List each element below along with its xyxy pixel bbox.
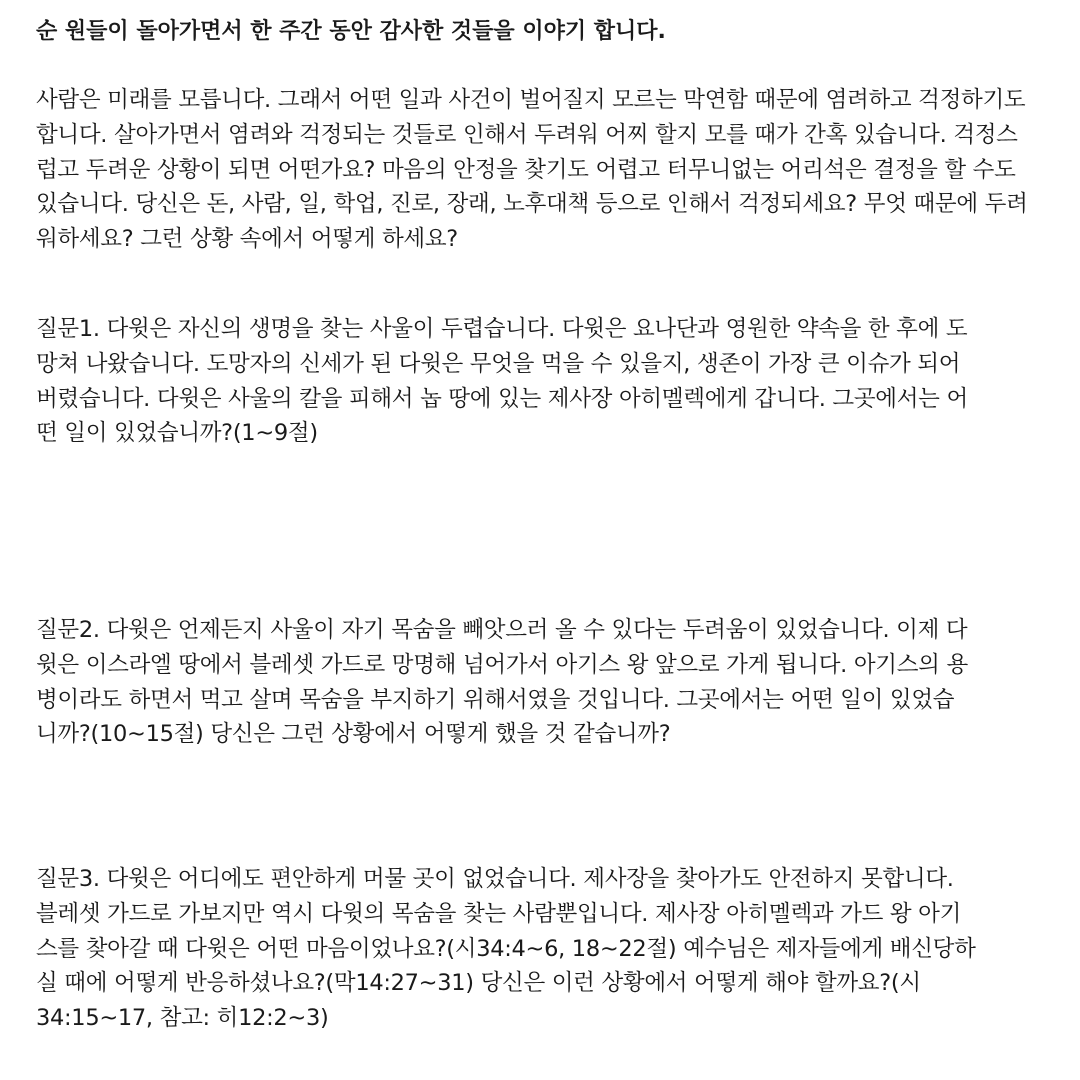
- text-line: 있습니다. 당신은 돈, 사람, 일, 학업, 진로, 장래, 노후대책 등으로 인해서 걱정되세요? 무엇 때문에 두려: [36, 191, 1028, 218]
- text-line: 스를 찾아갈 때 다윗은 어떤 마음이었나요?(시34:4~6, 18~22절) 예수님은 제자들에게 배신당하: [36, 935, 976, 962]
- text-line: 떤 일이 있었습니까?(1~9절): [36, 420, 318, 447]
- text-line: 합니다. 살아가면서 염려와 걱정되는 것들로 인해서 두려워 어찌 할지 모를 때가 간혹 있습니다. 걱정스: [36, 121, 1018, 148]
- intro-paragraph: [36, 83, 1046, 257]
- question-3-paragraph: [36, 862, 1046, 1036]
- question-1-paragraph: [36, 312, 1046, 451]
- text-line: 니까?(10~15절) 당신은 그런 상황에서 어떻게 했을 것 같습니까?: [36, 721, 671, 748]
- text-line: 윗은 이스라엘 땅에서 블레셋 가드로 망명해 넘어가서 아기스 왕 앞으로 가게 됩니다. 아기스의 용: [36, 651, 968, 678]
- question-2-paragraph: [36, 613, 1046, 752]
- text-line: 망쳐 나왔습니다. 도망자의 신세가 된 다윗은 무엇을 먹을 수 있을지, 생존이 가장 큰 이슈가 되어: [36, 350, 961, 377]
- text-line: 버렸습니다. 다윗은 사울의 칼을 피해서 놉 땅에 있는 제사장 아히멜렉에게 갑니다. 그곳에서는 어: [36, 385, 968, 412]
- text-line: 질문2. 다윗은 언제든지 사울이 자기 목숨을 빼앗으러 올 수 있다는 두려움이 있었습니다. 이제 다: [36, 617, 968, 643]
- text-line: 병이라도 하면서 먹고 살며 목숨을 부지하기 위해서였을 것입니다. 그곳에서는 어떤 일이 있었습: [36, 686, 955, 713]
- text-line: 질문3. 다윗은 어디에도 편안하게 머물 곳이 없었습니다. 제사장을 찾아가도 안전하지 못합니다.: [36, 866, 954, 892]
- text-line: 럽고 두려운 상황이 되면 어떤가요? 마음의 안정을 찾기도 어렵고 터무니없는 어리석은 결정을 할 수도: [36, 156, 1016, 183]
- page-title: 순 원들이 돌아가면서 한 주간 동안 감사한 것들을 이야기 합니다.: [36, 19, 666, 44]
- text-line: 워하세요? 그런 상황 속에서 어떻게 하세요?: [36, 226, 458, 253]
- text-line: 실 때에 어떻게 반응하셨나요?(막14:27~31) 당신은 이런 상황에서 어떻게 해야 할까요?(시: [36, 970, 921, 997]
- text-line: 34:15~17, 참고: 히12:2~3): [36, 1005, 329, 1032]
- text-line: 블레셋 가드로 가보지만 역시 다윗의 목숨을 찾는 사람뿐입니다. 제사장 아히멜렉과 가드 왕 아기: [36, 900, 962, 927]
- text-line: 질문1. 다윗은 자신의 생명을 찾는 사울이 두렵습니다. 다윗은 요나단과 영원한 약속을 한 후에 도: [36, 316, 968, 342]
- text-line: 사람은 미래를 모릅니다. 그래서 어떤 일과 사건이 벌어질지 모르는 막연함 때문에 염려하고 걱정하기도: [36, 87, 1026, 113]
